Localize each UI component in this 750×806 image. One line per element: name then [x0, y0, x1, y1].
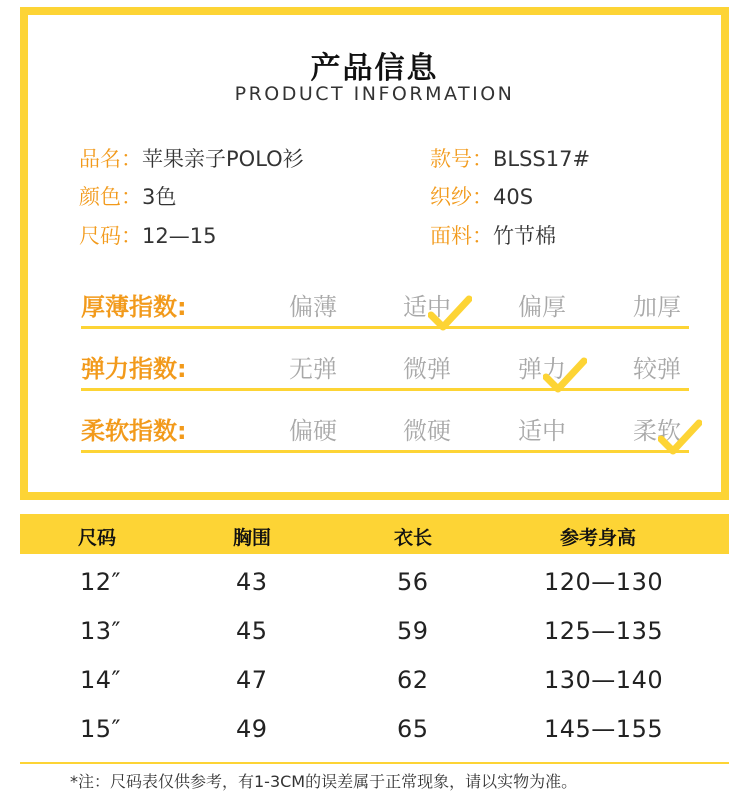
- table-cell: 120—130: [544, 568, 664, 596]
- table-row: [20, 715, 729, 763]
- spec-fabric-key: 面料：: [430, 224, 493, 248]
- rating-option: 微硬: [403, 417, 451, 445]
- spec-size: [79, 220, 216, 250]
- spec-size-value: 12—15: [142, 224, 217, 248]
- table-bottom-divider: [20, 762, 729, 764]
- rating-option: 加厚: [633, 293, 681, 321]
- rating-softness: [81, 407, 689, 453]
- rating-option: 偏薄: [289, 293, 337, 321]
- table-cell: 12″: [80, 568, 122, 596]
- rating-elasticity: [81, 345, 689, 391]
- rating-label: 柔软指数:: [81, 417, 187, 445]
- header-height: 参考身高: [560, 527, 637, 549]
- rating-divider: [81, 388, 689, 391]
- spec-style-no-key: 款号：: [430, 147, 493, 171]
- table-cell: 15″: [80, 715, 122, 743]
- spec-style-no-value: BLSS17#: [493, 147, 591, 171]
- table-cell: 45: [236, 617, 268, 645]
- rating-option: 无弹: [289, 355, 337, 383]
- table-cell: 56: [397, 568, 429, 596]
- table-cell: 65: [397, 715, 429, 743]
- checkmark-icon: [428, 295, 472, 331]
- rating-option: 适中: [518, 417, 566, 445]
- rating-option: 柔软: [633, 417, 681, 445]
- size-table-body: [20, 554, 729, 790]
- spec-color-key: 颜色：: [79, 185, 142, 209]
- header-chest: 胸围: [233, 527, 272, 549]
- page-title: 产品信息: [310, 51, 439, 86]
- spec-name: [79, 143, 304, 173]
- table-row: [20, 568, 729, 616]
- rating-divider: [81, 450, 689, 453]
- table-cell: 125—135: [544, 617, 664, 645]
- rating-thickness: [81, 283, 689, 329]
- rating-option: 微弹: [403, 355, 451, 383]
- table-row: [20, 666, 729, 714]
- table-row: [20, 617, 729, 665]
- rating-option: 弹力: [518, 355, 566, 383]
- table-cell: 47: [236, 666, 268, 694]
- spec-yarn-value: 40S: [493, 185, 534, 209]
- table-cell: 130—140: [544, 666, 664, 694]
- table-cell: 145—155: [544, 715, 664, 743]
- rating-option: 较弹: [633, 355, 681, 383]
- spec-yarn-key: 织纱：: [430, 185, 493, 209]
- spec-color-value: 3色: [142, 185, 177, 209]
- spec-style-no: [430, 143, 590, 173]
- spec-name-key: 品名：: [79, 147, 142, 171]
- page-subtitle: PRODUCT INFORMATION: [234, 83, 515, 105]
- spec-name-value: 苹果亲子POLO衫: [142, 147, 304, 171]
- table-cell: 49: [236, 715, 268, 743]
- rating-label: 厚薄指数:: [81, 293, 187, 321]
- rating-option: 偏硬: [289, 417, 337, 445]
- size-note: *注：尺码表仅供参考，有1-3CM的误差属于正常现象，请以实物为准。: [70, 772, 578, 791]
- rating-option: 偏厚: [518, 293, 566, 321]
- rating-divider: [81, 326, 689, 329]
- spec-fabric: [430, 220, 556, 250]
- size-table-header: [20, 514, 729, 554]
- rating-option: 适中: [403, 293, 451, 321]
- table-cell: 43: [236, 568, 268, 596]
- table-cell: 14″: [80, 666, 122, 694]
- table-cell: 13″: [80, 617, 122, 645]
- spec-fabric-value: 竹节棉: [493, 224, 556, 248]
- product-info-panel: [20, 7, 729, 500]
- rating-label: 弹力指数:: [81, 355, 187, 383]
- checkmark-icon: [543, 357, 587, 393]
- spec-yarn: [430, 181, 533, 211]
- checkmark-icon: [658, 419, 702, 455]
- header-size: 尺码: [78, 527, 117, 549]
- size-table: [20, 514, 729, 790]
- spec-size-key: 尺码：: [79, 224, 142, 248]
- header-length: 衣长: [394, 527, 433, 549]
- spec-color: [79, 181, 176, 211]
- table-cell: 59: [397, 617, 429, 645]
- table-cell: 62: [397, 666, 429, 694]
